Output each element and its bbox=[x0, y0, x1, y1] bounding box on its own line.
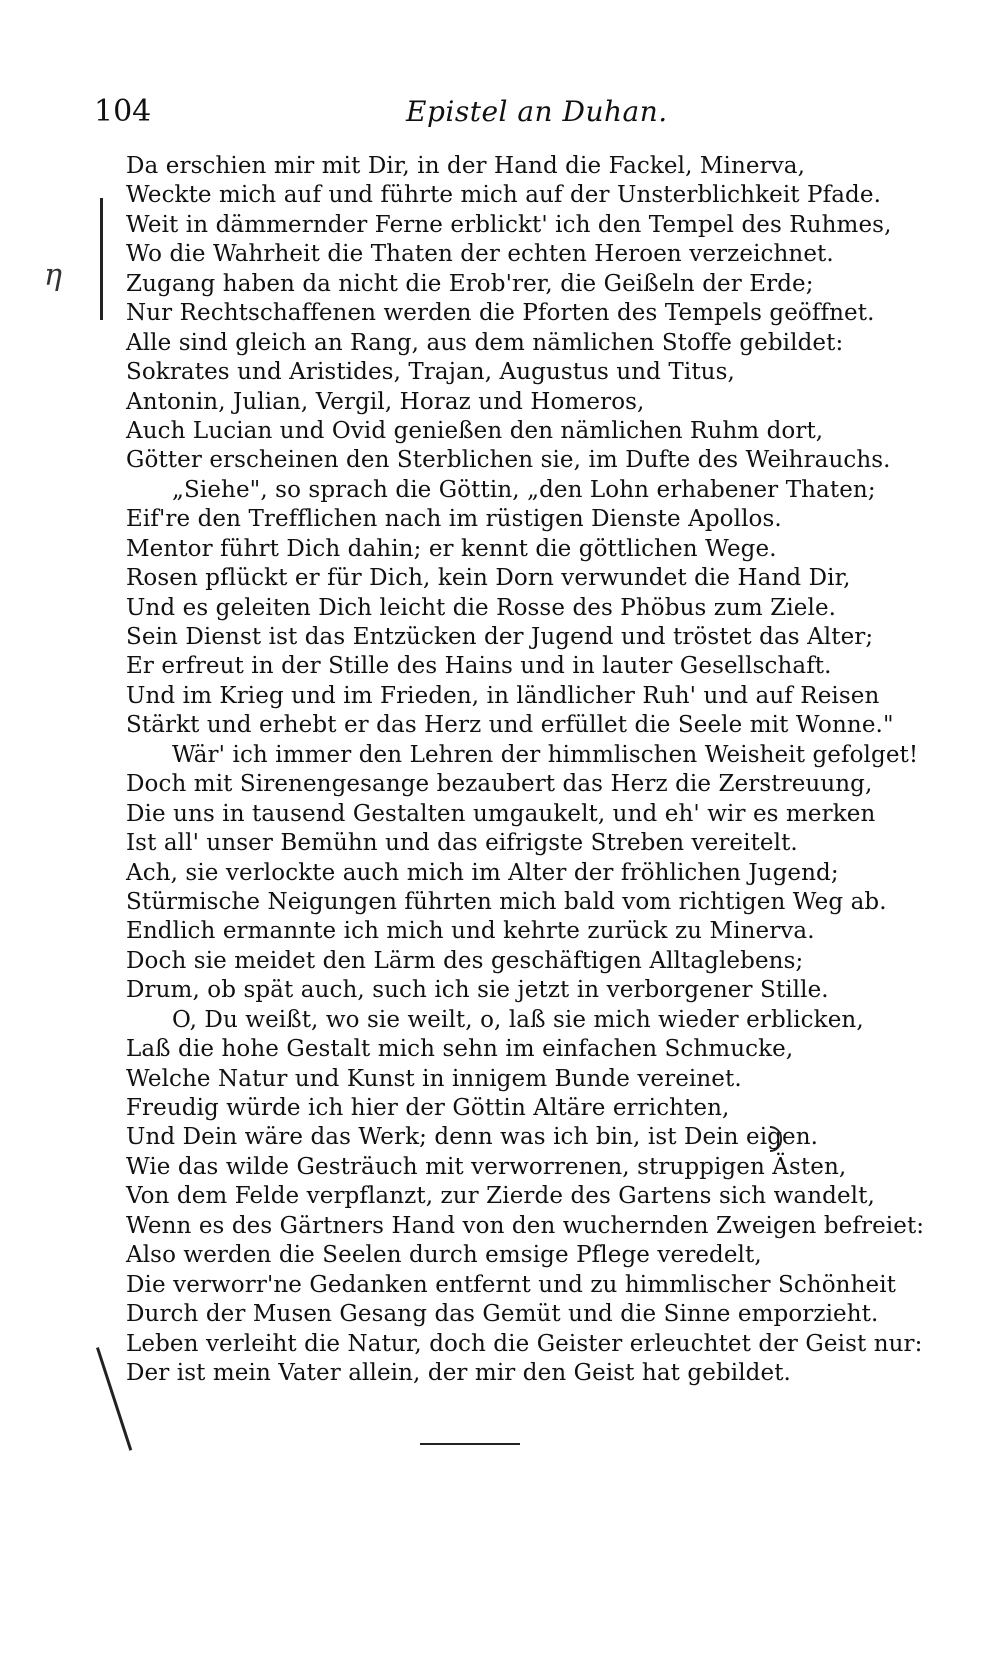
text-line: Die uns in tausend Gestalten umgaukelt, und eh' wir es merken bbox=[126, 800, 876, 827]
text-line: Durch der Musen Gesang das Gemüt und die Sinne emporzieht. bbox=[126, 1301, 879, 1328]
text-line: Sokrates und Aristides, Trajan, Augustus und Titus, bbox=[126, 359, 735, 386]
text-line: Mentor führt Dich dahin; er kennt die göttlichen Wege. bbox=[126, 535, 777, 562]
text-line: Alle sind gleich an Rang, aus dem nämlichen Stoffe gebildet: bbox=[126, 329, 844, 356]
text-line: Wie das wilde Gesträuch mit verworrenen, struppigen Ästen, bbox=[126, 1153, 847, 1180]
end-rule bbox=[420, 1443, 520, 1445]
margin-pencil-note: η bbox=[44, 258, 62, 293]
text-line: Wo die Wahrheit die Thaten der echten Heroen verzeichnet. bbox=[126, 241, 834, 268]
text-line: Auch Lucian und Ovid genießen den nämlichen Ruhm dort, bbox=[126, 417, 824, 444]
text-line: Er erfreut in der Stille des Hains und in lauter Gesellschaft. bbox=[126, 653, 832, 680]
text-line: Weckte mich auf und führte mich auf der Unsterblichkeit Pfade. bbox=[126, 182, 881, 209]
text-line: O, Du weißt, wo sie weilt, o, laß sie mich wieder erblicken, bbox=[172, 1006, 864, 1033]
text-line: Also werden die Seelen durch emsige Pflege veredelt, bbox=[126, 1242, 762, 1269]
text-line: Laß die hohe Gestalt mich sehn im einfachen Schmucke, bbox=[126, 1036, 794, 1063]
text-line: Nur Rechtschaffenen werden die Pforten des Tempels geöffnet. bbox=[126, 300, 875, 327]
text-line: Endlich ermannte ich mich und kehrte zurück zu Minerva. bbox=[126, 918, 815, 945]
text-line: Zugang haben da nicht die Erob'rer, die Geißeln der Erde; bbox=[126, 270, 814, 297]
text-line: Ach, sie verlockte auch mich im Alter der fröhlichen Jugend; bbox=[126, 859, 839, 886]
running-title: Epistel an Duhan. bbox=[406, 95, 668, 128]
text-line: Da erschien mir mit Dir, in der Hand die Fackel, Minerva, bbox=[126, 153, 806, 179]
text-line: Sein Dienst ist das Entzücken der Jugend und tröstet das Alter; bbox=[126, 624, 874, 650]
text-line: Von dem Felde verpflanzt, zur Zierde des Gartens sich wandelt, bbox=[126, 1183, 875, 1210]
text-line: Eif're den Trefflichen nach im rüstigen Dienste Apollos. bbox=[126, 506, 782, 533]
text-line: Weit in dämmernder Ferne erblickt' ich den Tempel des Ruhmes, bbox=[126, 211, 892, 238]
text-line: Doch mit Sirenengesange bezaubert das Herz die Zerstreuung, bbox=[126, 771, 873, 798]
text-line: „Siehe", so sprach die Göttin, „den Lohn erhabener Thaten; bbox=[172, 476, 876, 503]
text-line: Antonin, Julian, Vergil, Horaz und Homeros, bbox=[126, 388, 645, 415]
text-line: Rosen pflückt er für Dich, kein Dorn verwundet die Hand Dir, bbox=[126, 565, 851, 592]
text-line: Und im Krieg und im Frieden, in ländlicher Ruh' und auf Reisen bbox=[126, 682, 880, 709]
text-line: Wär' ich immer den Lehren der himmlischen Weisheit gefolget! bbox=[172, 741, 919, 768]
text-line: Und es geleiten Dich leicht die Rosse des Phöbus zum Ziele. bbox=[126, 594, 837, 621]
text-line: Ist all' unser Bemühn und das eifrigste Streben vereitelt. bbox=[126, 830, 798, 857]
text-line: Freudig würde ich hier der Göttin Altäre errichten, bbox=[126, 1095, 730, 1121]
text-line: Götter erscheinen den Sterblichen sie, im Dufte des Weihrauchs. bbox=[126, 447, 891, 474]
text-line: Leben verleiht die Natur, doch die Geister erleuchtet der Geist nur: bbox=[126, 1330, 923, 1357]
text-line: Drum, ob spät auch, such ich sie jetzt in verborgener Stille. bbox=[126, 977, 829, 1004]
text-line: Der ist mein Vater allein, der mir den Geist hat gebildet. bbox=[126, 1359, 791, 1386]
page-number: 104 bbox=[94, 94, 152, 129]
poem-text bbox=[126, 152, 925, 1388]
text-line: Wenn es des Gärtners Hand von den wuchernden Zweigen befreiet: bbox=[126, 1212, 925, 1239]
text-line: Die verworr'ne Gedanken entfernt und zu himmlischer Schönheit bbox=[126, 1271, 897, 1298]
text-line: Doch sie meidet den Lärm des geschäftigen Alltaglebens; bbox=[126, 947, 804, 974]
margin-pencil-bar bbox=[100, 198, 103, 320]
text-line: Welche Natur und Kunst in innigem Bunde vereinet. bbox=[126, 1065, 742, 1092]
text-line: Stärkt und erhebt er das Herz und erfüllet die Seele mit Wonne." bbox=[126, 712, 894, 739]
text-line: Stürmische Neigungen führten mich bald vom richtigen Weg ab. bbox=[126, 888, 887, 915]
page-header bbox=[94, 92, 854, 132]
text-line: Und Dein wäre das Werk; denn was ich bin, ist Dein eigen. bbox=[126, 1124, 819, 1151]
